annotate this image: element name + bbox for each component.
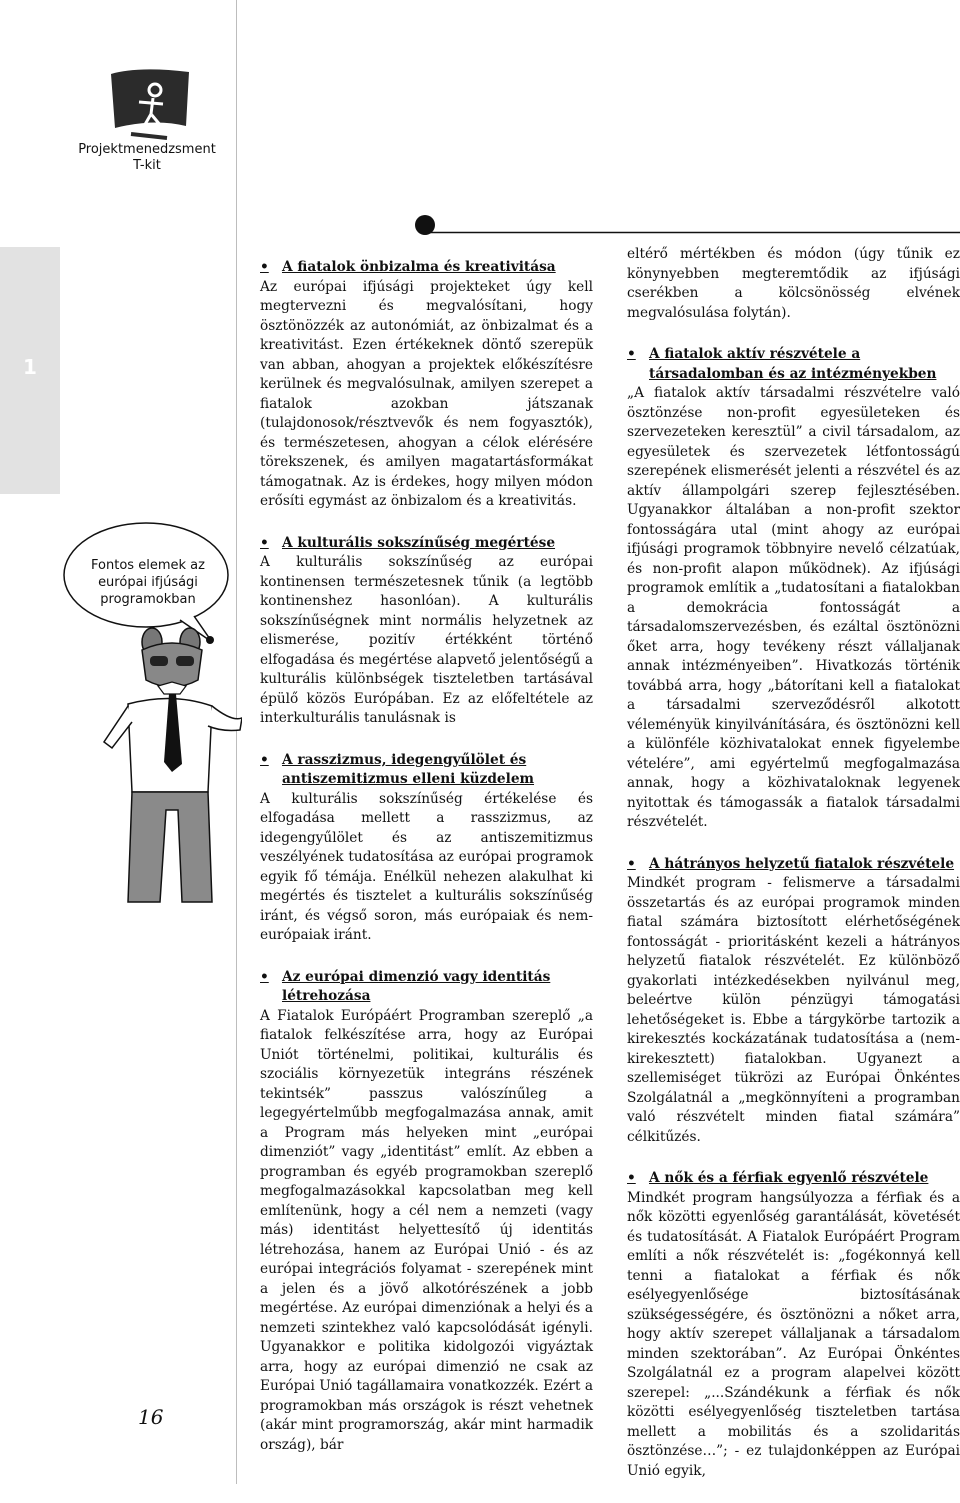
bullet-icon: • — [627, 855, 636, 872]
section-body: A kulturális sokszínűség az európai kontinensen természetesnek tűnik (a legtöbb kontinenshez hasonlóan). A kulturális sokszínűségnek mint normális helyzetnek az elismerése, pozitív értékként történő elfogadása és megértése alapvető jelentőségű a kulturális különbségek tiszteletben tartásával épülő közös Európában. Ez az előfeltétele az interkulturális tanulásnak is — [260, 554, 593, 726]
section-body: Mindkét program - felismerve a társadalmi összetartás és az európai programok minden fiatal számára biztosított elérhetőségének fontosságát - prioritásként kezeli a hátrányos helyzetű fiatalok részvételét. Ez különböző gyakorlati intézkedésekben nyilvánul meg, beleértve külön pénzügyi támogatási lehetőségeket is. Ebbe a tárgykörbe tartozik a kirekesztés kockázatának tudatosítása a (nem-kirekesztett) fiatalokban. Ugyanezt a szellemiséget tükrözi az Európai Önkéntes Szolgálatnál a „megkönnyíteni a programban való részvételt minden fiatal számára” célkitűzés. — [627, 875, 960, 1145]
section-body: A kulturális sokszínűség értékelése és elfogadása mellett a rasszizmus, az idegengyűlölet és az antiszemitizmus veszélyének tudatosítása az európai programok egyik fő témája. Enélkül nehezen alakulhat ki megértés és tisztelet a kulturális sokszínűség iránt, és végső soron, más európaiak és nem-európaiak iránt. — [260, 790, 593, 943]
section-anti-racism — [260, 751, 593, 946]
section-body: Mindkét program hangsúlyozza a férfiak és a nők közötti egyenlőség garantálását, követését és tudatosítását. A Fiatalok Európáért Program említi a nők részvételét is: „fogékonnyá kell tenni a fiatalokat a férfiak és nők esélyegyenlősége biztosításának szükségességére, és ösztönözni a nőket arra, hogy aktív szerepet vállaljanak a társadalom minden szektorában”. Az Európai Önkéntes Szolgálatnál ez a program alapelvei között szerepel: „...Szándékunk a férfiak és nők közötti esélyegyenlőség tiszteletben tartása mellett a mobilitás és a szolidaritás ösztönzése…”; - ez tulajdonképpen az Európai Unió egyik, — [627, 1189, 960, 1479]
section-gender-equality — [627, 1169, 960, 1481]
section-body: „A fiatalok aktív társadalmi részvételre való ösztönzése non-profit egyesületeken és szervezeteken keresztül” a civil társadalom, az egyesületek és szervezetek létfontosságú szerepének elismerését jelenti a részvétel és az aktív állampolgári szerep fejlesztésében. Ugyanakkor általában a non-profit szektor fontosságára utal (mint ahogy az európai ifjúsági programok többnyire nevelő célzatúak, és non-profit alapon működnek). Az ifjúsági programok említik a „tudatosítani a fiatalokban a demokrácia fontosságát a társadalomszervezésben, és ezáltal ösztönözni őket arra, hogy tevékeny részt vállaljanak annak intézményeiben”. Hivatkozás történik továbbá arra, hogy „bátorítani kell a fiatalokat a társadalmi szerveződésről alkotott véleményük kinyilvánítására, és ösztönözni kell a különféle közhivatalokat ennek figyelembe vételére”, ami egyértelmű megfogalmazása annak, hogy a közhivataloknak legyenek nyitottak és támogassák a fiatalok társadalmi részvételét. — [627, 385, 960, 830]
bullet-icon: • — [627, 1170, 636, 1186]
kit-title-line2: T-kit — [133, 158, 161, 173]
bullet-icon: • — [627, 346, 636, 362]
section-heading: A fiatalok aktív részvétele a társadalomban és az intézményekben — [649, 346, 937, 382]
section-self-confidence — [260, 258, 593, 512]
mascot-illustration — [92, 622, 242, 912]
bullet-icon: • — [260, 259, 269, 275]
section-cultural-diversity — [260, 534, 593, 729]
bullet-icon: • — [260, 968, 269, 985]
kit-title-line1: Projektmenedzsment — [78, 142, 216, 157]
section-heading: A rasszizmus, idegengyűlölet és antiszemitizmus elleni küzdelem — [282, 751, 535, 787]
section-heading: A fiatalok önbizalma és kreativitása — [282, 259, 556, 275]
bullet-icon: • — [260, 534, 269, 551]
left-column — [260, 258, 593, 1477]
section-heading: Az európai dimenzió vagy identitás létrehozása — [282, 968, 551, 1004]
section-european-dimension — [260, 968, 593, 1456]
chapter-number: 1 — [23, 355, 37, 379]
kit-title — [72, 142, 222, 174]
right-column — [627, 245, 960, 1503]
page-number: 16 — [138, 1405, 164, 1429]
sidebar — [0, 0, 237, 1484]
section-disadvantaged-youth — [627, 855, 960, 1148]
section-heading: A nők és a férfiak egyenlő részvétele — [649, 1170, 929, 1186]
section-body: A Fiatalok Európáért Programban szereplő „a fiatalok felkészítése arra, hogy az Európai Uniót történelmi, politikai, kulturális és szociális környezetük integráns részének tekintsék” passzus valószínűleg a legegyértelműbb megfogalmazása annak, amit a Program más helyeken mint „európai dimenziót” vagy „identitást” említ. Az ebben a programban és egyéb programokban szereplő megfogalmazásokkal kapcsolatban meg kell említenünk, hogy a cél nem a nemzeti (vagy más) identitást helyettesítő új identitás létrehozása, hanem az Európai Unió - és az európai integrációs folyamat - szerepének mint a jelen és a jövő alkotórészének a jobb megértése. Az európai dimenziónak a helyi és a nemzeti szintekhez való kapcsolódását igényli. Ugyanakkor e politika kidolgozói vigyáztak arra, hogy az európai dimenzió ne csak az Európai Unió tagállamaira vonatkozzék. Ezért a programokban más országok is részt vehetnek (akár mint programország, akár mint harmadik ország), bár — [260, 1007, 593, 1453]
bullet-icon: • — [260, 751, 269, 768]
section-heading: A hátrányos helyzetű fiatalok részvétele — [649, 855, 955, 872]
continuation-text: eltérő mértékben és módon (úgy tűnik ez könynyebben megteremtődik az ifjúsági cserékben a kölcsönösség elvének megvalósulása folytán). — [627, 246, 960, 321]
section-active-participation — [627, 345, 960, 833]
section-body: Az európai ifjúsági projekteket úgy kell megtervezni és megvalósítani, hogy ösztönözzék az autonómiát, az önbizalmat és a kreativitást. Ezen értékeknek döntő szerepük van abban, ahogyan a projektek előkészítésre kerülnek és megvalósulnak, amilyen szerepet a fiatalok azokban játszanak (tulajdonosok/résztvevők és nem fogyasztók), és természetesen, ahogyan a célok elérésére törekszenek, és amilyen magatartásformákat támogatnak. Az is érdekes, hogy milyen módon erősíti egymást az önbizalom és a kreativitás. — [260, 278, 593, 509]
bubble-text: Fontos elemek az európai ifjúsági programokban — [91, 558, 205, 607]
t-kit-logo — [109, 68, 191, 142]
header-rule — [408, 212, 960, 238]
section-heading: A kulturális sokszínűség megértése — [282, 534, 556, 551]
